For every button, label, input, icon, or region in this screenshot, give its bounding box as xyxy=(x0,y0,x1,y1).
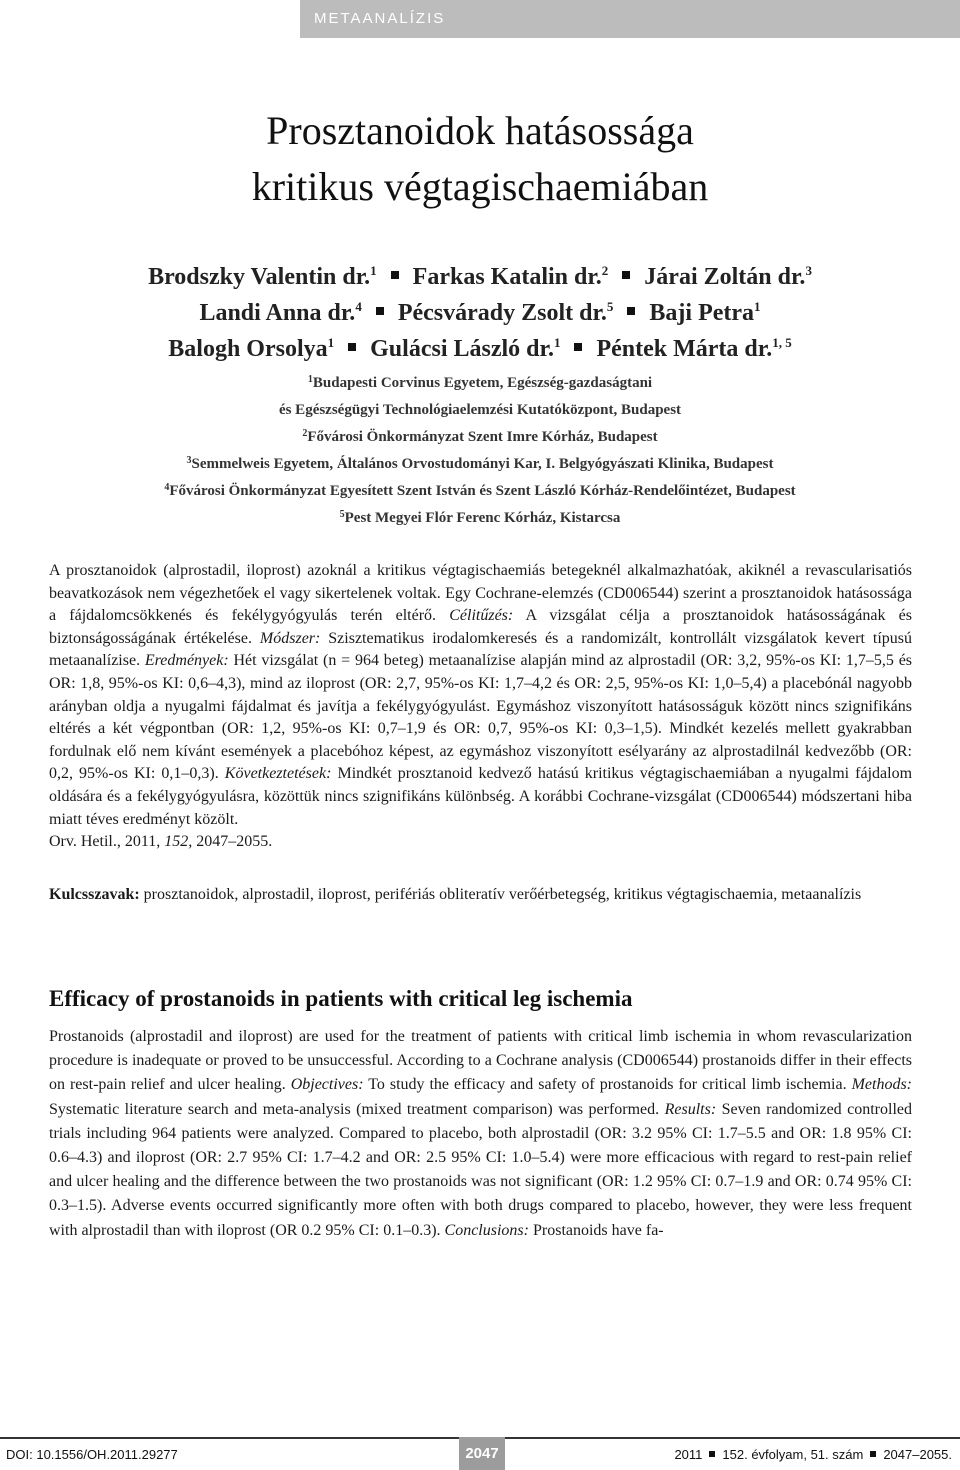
article-title xyxy=(0,103,960,215)
abstract-en-conclusions-label: Conclusions: xyxy=(444,1221,529,1239)
abstract-en-methods: Systematic literature search and meta-analysis (mixed treatment comparison) was performed. xyxy=(49,1100,660,1118)
abstract-hungarian xyxy=(49,560,912,854)
affiliation-text: Fővárosi Önkormányzat Egyesített Szent István és Szent László Kórház-Rendelőintézet, Budapest xyxy=(169,483,796,499)
abstract-en-intro: Prostanoids (alprostadil and iloprost) are used for the treatment of patients with critical limb ischemia in whom revascularization procedure is inadequate or proved to be unsuccessful. According to a Cochrane analysis (CD006544) prostanoids differ in their effects on rest-pain relief and ulcer healing. xyxy=(49,1028,912,1094)
citation-pages: 2047–2055. xyxy=(196,833,273,851)
page-number: 2047 xyxy=(459,1437,505,1470)
author-affiliation-ref: 4 xyxy=(355,299,362,314)
abstract-en-conclusions: Prostanoids have fa- xyxy=(532,1221,664,1239)
abstract-results-label: Eredmények: xyxy=(144,652,229,670)
english-title: Efficacy of prostanoids in patients with critical leg ischemia xyxy=(49,986,633,1011)
author-name: Péntek Márta dr. xyxy=(596,336,773,362)
footer-doi: DOI: 10.1556/OH.2011.29277 xyxy=(6,1447,178,1462)
author-line-2 xyxy=(0,292,960,328)
keywords-label: Kulcsszavak: xyxy=(49,886,140,903)
author-name: Balogh Orsolya xyxy=(168,336,328,362)
affiliation-number: 1 xyxy=(307,374,313,385)
author-line-3 xyxy=(0,328,960,364)
abstract-en-objectives: To study the efficacy and safety of prostanoids for critical limb ischemia. xyxy=(368,1076,847,1094)
author-line-1 xyxy=(0,256,960,292)
affiliation xyxy=(0,395,960,422)
author-affiliation-ref: 1 xyxy=(327,335,335,350)
affiliation xyxy=(0,422,960,449)
abstract-aim-label: Célitűzés: xyxy=(449,607,514,625)
author-affiliation-ref: 1 xyxy=(553,335,561,350)
author-list xyxy=(0,256,960,364)
abstract-en-results-label: Results: xyxy=(664,1100,717,1118)
author-affiliation-ref: 1, 5 xyxy=(772,335,792,350)
abstract-en-objectives-label: Objectives: xyxy=(290,1076,364,1094)
keywords-text: prosztanoidok, alprostadil, iloprost, perifériás obliteratív verőérbetegség, kritikus végtagischaemia, metaanalízis xyxy=(143,886,862,903)
footer-pages: 2047–2055. xyxy=(883,1447,952,1462)
author-name: Farkas Katalin dr. xyxy=(412,264,602,290)
affiliation xyxy=(0,449,960,476)
author-affiliation-ref: 1 xyxy=(754,299,761,314)
abstract-conclusions-label: Következtetések: xyxy=(224,765,332,783)
separator-square-icon xyxy=(870,1451,876,1457)
separator-square-icon xyxy=(627,307,635,315)
author-name: Pécsvárady Zsolt dr. xyxy=(397,300,607,326)
affiliation-number: 4 xyxy=(164,482,170,493)
separator-square-icon xyxy=(348,343,356,351)
abstract-english xyxy=(49,1025,912,1243)
affiliation xyxy=(0,368,960,395)
affiliation-text: Budapesti Corvinus Egyetem, Egészség-gazdaságtani xyxy=(312,375,653,391)
affiliation-list xyxy=(0,368,960,530)
author-name: Járai Zoltán dr. xyxy=(644,264,806,290)
separator-square-icon xyxy=(391,271,399,279)
abstract-en-methods-label: Methods: xyxy=(851,1076,913,1094)
author-affiliation-ref: 3 xyxy=(805,263,812,278)
affiliation xyxy=(0,503,960,530)
author-affiliation-ref: 5 xyxy=(606,299,614,314)
abstract-intro: A prosztanoidok (alprostadil, iloprost) azoknál a kritikus végtagischaemiás betegeknél alkalmazhatóak, akiknél a revascularisatiós beavatkozások nem végezhetőek el vagy sikertelenek voltak. Egy Cochrane-elemzés (CD006544) szerint a prosztanoidok hatásossága a fájdalomcsökkenés és fekélygyógyulás terén eltérő. xyxy=(49,562,912,625)
abstract-en-results: Seven randomized controlled trials including 964 patients were analyzed. Compared to placebo, both alprostadil (OR: 3.2 95% CI: 1.7–5.5 and OR: 1.8 95% CI: 0.6–4.3) and iloprost (OR: 2.7 95% CI: 1.7–4.2 and OR: 2.5 95% CI: 1.0–5.4) were more efficacious with regard to rest-pain relief and ulcer healing and the difference between the two prostanoids was not significant (OR: 1.2 95% CI: 0.7–1.9 and OR: 0.74 95% CI: 0.3–1.5). Adverse events occurred significantly more often with both drugs compared to placebo, however, they were less frequent with alprostadil than with iloprost (OR 0.2 95% CI: 0.1–0.3). xyxy=(49,1100,913,1239)
abstract-conclusions: Mindkét prosztanoid kedvező hatású kritikus végtagischaemiában a nyugalmi fájdalom oldására és a fekélygyógyulásra, közöttük nincs szignifikáns különbség. A korábbi Cochrane-vizsgálat (CD006544) módszertani hiba miatt téves eredményt közölt. xyxy=(49,765,913,828)
footer-volume: 152. évfolyam, 51. szám xyxy=(722,1447,864,1462)
title-line-1: Prosztanoidok hatásossága xyxy=(266,108,694,153)
keywords xyxy=(49,884,912,907)
author-name: Brodszky Valentin dr. xyxy=(148,264,371,290)
abstract-results: Hét vizsgálat (n = 964 beteg) metaanalízise alapján mind az alprostadil (OR: 3,2, 95%-os KI: 1,7–5,5 és OR: 1,8, 95%-os KI: 0,6–4,3), mind az iloprost (OR: 2,7, 95%-os KI: 1,7–4,2 és OR: 2,5, 95%-os KI: 1,0–5,4) a placebónál nagyobb arányban oldja a nyugalmi fájdalmat és javítja a fekélygyógyulást. Egymáshoz viszonyított hatásosságuk között nincs szignifikáns eltérés a két végpontban (OR: 1,2, 95%-os KI: 0,7–1,9 és OR: 0,7, 95%-os KI: 0,3–1,5). Mindkét kezelés mellett gyakrabban fordulnak elő nem kívánt események a placebóhoz képest, az egymáshoz viszonyított esélyarány az alprostadilnál kedvezőbb (OR: 0,2, 95%-os KI: 0,1–0,3). xyxy=(49,652,913,783)
affiliation-text: Semmelweis Egyetem, Általános Orvostudományi Kar, I. Belgyógyászati Klinika, Budapest xyxy=(191,456,774,472)
author-affiliation-ref: 1 xyxy=(370,263,377,278)
author-name: Landi Anna dr. xyxy=(199,300,356,326)
citation-volume: 152, xyxy=(164,833,193,851)
affiliation-number: 3 xyxy=(186,455,192,466)
separator-square-icon xyxy=(622,271,630,279)
abstract-method: Szisztematikus irodalomkeresés és a randomizált, kontrollált vizsgálatok kevert típusú metaanalízise. xyxy=(49,629,913,670)
affiliation-number: 2 xyxy=(302,428,308,439)
abstract-aim: A vizsgálat célja a prosztanoidok hatásosságának és biztonságosságának értékelése. xyxy=(49,607,913,647)
citation-journal: Orv. Hetil., 2011, xyxy=(49,833,161,851)
affiliation-text: Fővárosi Önkormányzat Szent Imre Kórház, Budapest xyxy=(307,429,658,445)
affiliation-number: 5 xyxy=(339,509,345,520)
affiliation xyxy=(0,476,960,503)
separator-square-icon xyxy=(709,1451,715,1457)
footer-year: 2011 xyxy=(674,1447,703,1462)
author-name: Baji Petra xyxy=(649,300,755,326)
author-name: Gulácsi László dr. xyxy=(370,336,554,362)
title-line-2: kritikus végtagischaemiában xyxy=(251,164,709,209)
affiliation-text: Pest Megyei Flór Ferenc Kórház, Kistarcsa xyxy=(344,510,621,526)
affiliation-text: és Egészségügyi Technológiaelemzési Kutatóközpont, Budapest xyxy=(278,402,682,418)
separator-square-icon xyxy=(574,343,582,351)
abstract-method-label: Módszer: xyxy=(259,629,321,647)
separator-square-icon xyxy=(376,307,384,315)
section-label: METAANALÍZIS xyxy=(300,0,960,38)
footer-issue xyxy=(674,1444,952,1466)
author-affiliation-ref: 2 xyxy=(601,263,609,278)
